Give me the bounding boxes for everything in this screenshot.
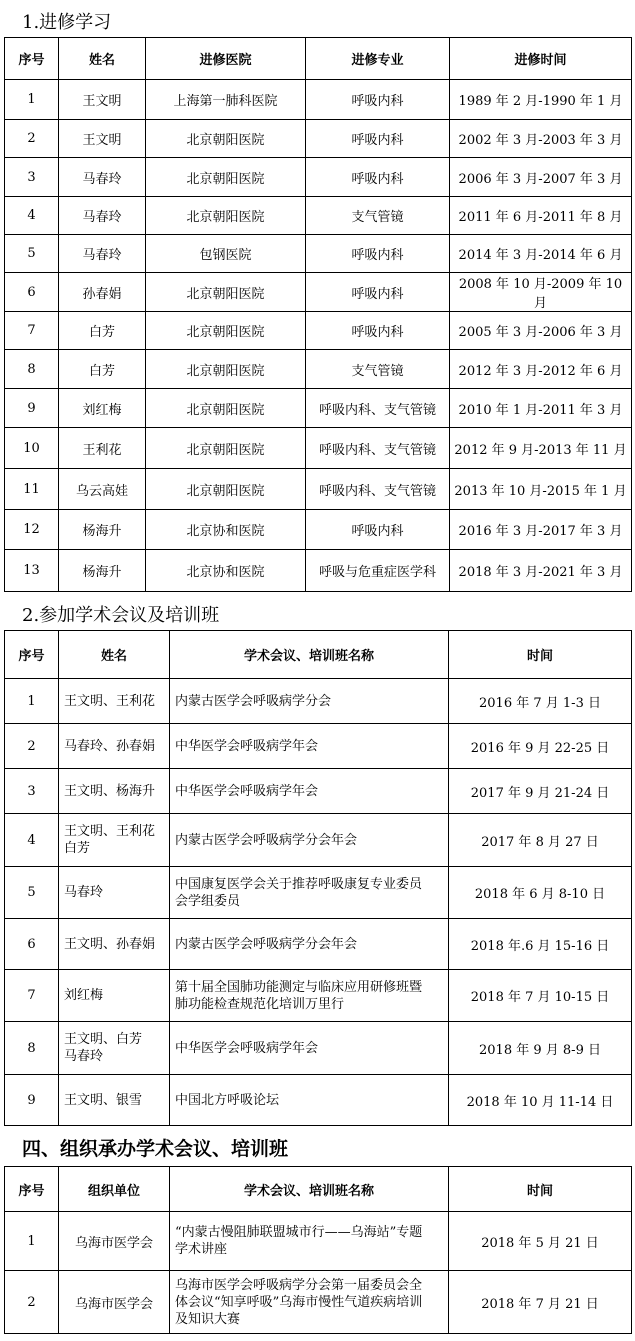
table-row [5, 919, 632, 970]
row-no: 2 [5, 1271, 59, 1334]
trainee-name: 王利花 [59, 428, 146, 469]
period: 2006 年 3 月-2007 年 3 月 [450, 158, 632, 197]
row-no: 7 [5, 970, 59, 1022]
hospital: 北京朝阳医院 [146, 389, 306, 428]
event-name: 乌海市医学会呼吸病学分会第一届委员会全 体会议“知享呼吸”乌海市慢性气道疾病培训 及知识大赛 [170, 1271, 449, 1334]
row-no: 8 [5, 1022, 59, 1075]
hospital: 上海第一肺科医院 [146, 80, 306, 120]
event-name: 中国康复医学会关于推荐呼吸康复专业委员 会学组委员 [170, 867, 449, 919]
trainee-name: 杨海升 [59, 550, 146, 592]
table-row [5, 1022, 632, 1075]
trainee-name: 杨海升 [59, 510, 146, 550]
table-row [5, 158, 632, 197]
trainee-name: 白芳 [59, 312, 146, 350]
training-table [4, 37, 632, 592]
row-no: 11 [5, 469, 59, 510]
event-name: “内蒙古慢阻肺联盟城市行——乌海站”专题 学术讲座 [170, 1212, 449, 1271]
row-no: 9 [5, 1075, 59, 1126]
col-header-name: 姓名 [59, 38, 146, 80]
row-no: 1 [5, 80, 59, 120]
event-time: 2016 年 9 月 22-25 日 [449, 724, 632, 769]
event-name: 中华医学会呼吸病学年会 [170, 1022, 449, 1075]
event-time: 2018 年 10 月 11-14 日 [449, 1075, 632, 1126]
table-row [5, 867, 632, 919]
period: 2013 年 10 月-2015 年 1 月 [450, 469, 632, 510]
col-header-period: 进修时间 [450, 38, 632, 80]
table-row [5, 389, 632, 428]
trainee-name: 孙春娟 [59, 273, 146, 312]
event-time: 2018 年 6 月 8-10 日 [449, 867, 632, 919]
col-header-time: 时间 [449, 631, 632, 679]
event-time: 2017 年 8 月 27 日 [449, 814, 632, 867]
col-header-specialty: 进修专业 [306, 38, 450, 80]
period: 2014 年 3 月-2014 年 6 月 [450, 235, 632, 273]
table-row [5, 469, 632, 510]
section-3-title: 四、组织承办学术会议、培训班 [22, 1138, 289, 1160]
section-1-title: 1.进修学习 [22, 12, 112, 33]
hospital: 北京朝阳医院 [146, 158, 306, 197]
trainee-name: 刘红梅 [59, 389, 146, 428]
trainee-name: 马春玲 [59, 197, 146, 235]
table-row [5, 1212, 632, 1271]
col-header-event: 学术会议、培训班名称 [170, 1167, 449, 1212]
row-no: 12 [5, 510, 59, 550]
table-row [5, 273, 632, 312]
organizer: 乌海市医学会 [59, 1271, 170, 1334]
specialty: 呼吸内科 [306, 273, 450, 312]
event-name: 内蒙古医学会呼吸病学分会年会 [170, 814, 449, 867]
attendee-names: 王文明、孙春娟 [59, 919, 170, 970]
hospital: 北京协和医院 [146, 550, 306, 592]
event-time: 2018 年 7 月 10-15 日 [449, 970, 632, 1022]
col-header-no: 序号 [5, 1167, 59, 1212]
section-2-title: 2.参加学术会议及培训班 [22, 605, 220, 626]
row-no: 13 [5, 550, 59, 592]
row-no: 10 [5, 428, 59, 469]
attendee-names: 王文明、白芳 马春玲 [59, 1022, 170, 1075]
row-no: 3 [5, 158, 59, 197]
row-no: 4 [5, 814, 59, 867]
event-time: 2018 年 9 月 8-9 日 [449, 1022, 632, 1075]
event-time: 2018 年 7 月 21 日 [449, 1271, 632, 1334]
organized-events-table [4, 1166, 632, 1334]
table-row [5, 724, 632, 769]
period: 2005 年 3 月-2006 年 3 月 [450, 312, 632, 350]
table-row [5, 235, 632, 273]
hospital: 北京朝阳医院 [146, 350, 306, 389]
trainee-name: 白芳 [59, 350, 146, 389]
row-no: 1 [5, 1212, 59, 1271]
hospital: 北京朝阳医院 [146, 197, 306, 235]
row-no: 2 [5, 120, 59, 158]
col-header-event: 学术会议、培训班名称 [170, 631, 449, 679]
table-row [5, 80, 632, 120]
hospital: 北京协和医院 [146, 510, 306, 550]
specialty: 呼吸内科、支气管镜 [306, 389, 450, 428]
table-row [5, 1271, 632, 1334]
table-row [5, 510, 632, 550]
event-time: 2018 年.6 月 15-16 日 [449, 919, 632, 970]
attendee-names: 刘红梅 [59, 970, 170, 1022]
event-name: 第十届全国肺功能测定与临床应用研修班暨 肺功能检查规范化培训万里行 [170, 970, 449, 1022]
table-row [5, 1075, 632, 1126]
trainee-name: 马春玲 [59, 158, 146, 197]
attendee-names: 王文明、银雪 [59, 1075, 170, 1126]
row-no: 7 [5, 312, 59, 350]
specialty: 呼吸内科 [306, 80, 450, 120]
table-row [5, 679, 632, 724]
col-header-names: 姓名 [59, 631, 170, 679]
specialty: 支气管镜 [306, 197, 450, 235]
col-header-no: 序号 [5, 631, 59, 679]
col-header-no: 序号 [5, 38, 59, 80]
period: 2010 年 1 月-2011 年 3 月 [450, 389, 632, 428]
trainee-name: 马春玲 [59, 235, 146, 273]
event-name: 内蒙古医学会呼吸病学分会年会 [170, 919, 449, 970]
table-row [5, 312, 632, 350]
event-name: 中国北方呼吸论坛 [170, 1075, 449, 1126]
period: 2012 年 9 月-2013 年 11 月 [450, 428, 632, 469]
specialty: 呼吸内科、支气管镜 [306, 428, 450, 469]
attendee-names: 马春玲 [59, 867, 170, 919]
event-name: 中华医学会呼吸病学年会 [170, 769, 449, 814]
hospital: 北京朝阳医院 [146, 428, 306, 469]
row-no: 1 [5, 679, 59, 724]
table-row [5, 550, 632, 592]
hospital: 北京朝阳医院 [146, 120, 306, 158]
table-row [5, 769, 632, 814]
row-no: 5 [5, 867, 59, 919]
table-row [5, 120, 632, 158]
hospital: 北京朝阳医院 [146, 469, 306, 510]
specialty: 呼吸内科 [306, 312, 450, 350]
row-no: 6 [5, 273, 59, 312]
col-header-org: 组织单位 [59, 1167, 170, 1212]
hospital: 北京朝阳医院 [146, 273, 306, 312]
attendee-names: 王文明、王利花 白芳 [59, 814, 170, 867]
period: 2008 年 10 月-2009 年 10 月 [450, 273, 632, 312]
period: 2016 年 3 月-2017 年 3 月 [450, 510, 632, 550]
attendee-names: 王文明、杨海升 [59, 769, 170, 814]
specialty: 呼吸内科、支气管镜 [306, 469, 450, 510]
specialty: 呼吸内科 [306, 235, 450, 273]
trainee-name: 乌云高娃 [59, 469, 146, 510]
specialty: 呼吸内科 [306, 510, 450, 550]
period: 2002 年 3 月-2003 年 3 月 [450, 120, 632, 158]
row-no: 6 [5, 919, 59, 970]
event-time: 2016 年 7 月 1-3 日 [449, 679, 632, 724]
specialty: 支气管镜 [306, 350, 450, 389]
event-time: 2018 年 5 月 21 日 [449, 1212, 632, 1271]
hospital: 北京朝阳医院 [146, 312, 306, 350]
row-no: 4 [5, 197, 59, 235]
row-no: 3 [5, 769, 59, 814]
table-row [5, 350, 632, 389]
table-row [5, 814, 632, 867]
table-row [5, 197, 632, 235]
trainee-name: 王文明 [59, 80, 146, 120]
trainee-name: 王文明 [59, 120, 146, 158]
period: 2012 年 3 月-2012 年 6 月 [450, 350, 632, 389]
table-row [5, 970, 632, 1022]
conference-table [4, 630, 632, 1126]
table-row [5, 428, 632, 469]
specialty: 呼吸内科 [306, 120, 450, 158]
specialty: 呼吸内科 [306, 158, 450, 197]
row-no: 2 [5, 724, 59, 769]
hospital: 包钢医院 [146, 235, 306, 273]
col-header-hospital: 进修医院 [146, 38, 306, 80]
row-no: 9 [5, 389, 59, 428]
attendee-names: 王文明、王利花 [59, 679, 170, 724]
col-header-time: 时间 [449, 1167, 632, 1212]
attendee-names: 马春玲、孙春娟 [59, 724, 170, 769]
event-name: 中华医学会呼吸病学年会 [170, 724, 449, 769]
period: 2018 年 3 月-2021 年 3 月 [450, 550, 632, 592]
row-no: 8 [5, 350, 59, 389]
row-no: 5 [5, 235, 59, 273]
period: 2011 年 6 月-2011 年 8 月 [450, 197, 632, 235]
period: 1989 年 2 月-1990 年 1 月 [450, 80, 632, 120]
event-name: 内蒙古医学会呼吸病学分会 [170, 679, 449, 724]
specialty: 呼吸与危重症医学科 [306, 550, 450, 592]
organizer: 乌海市医学会 [59, 1212, 170, 1271]
event-time: 2017 年 9 月 21-24 日 [449, 769, 632, 814]
